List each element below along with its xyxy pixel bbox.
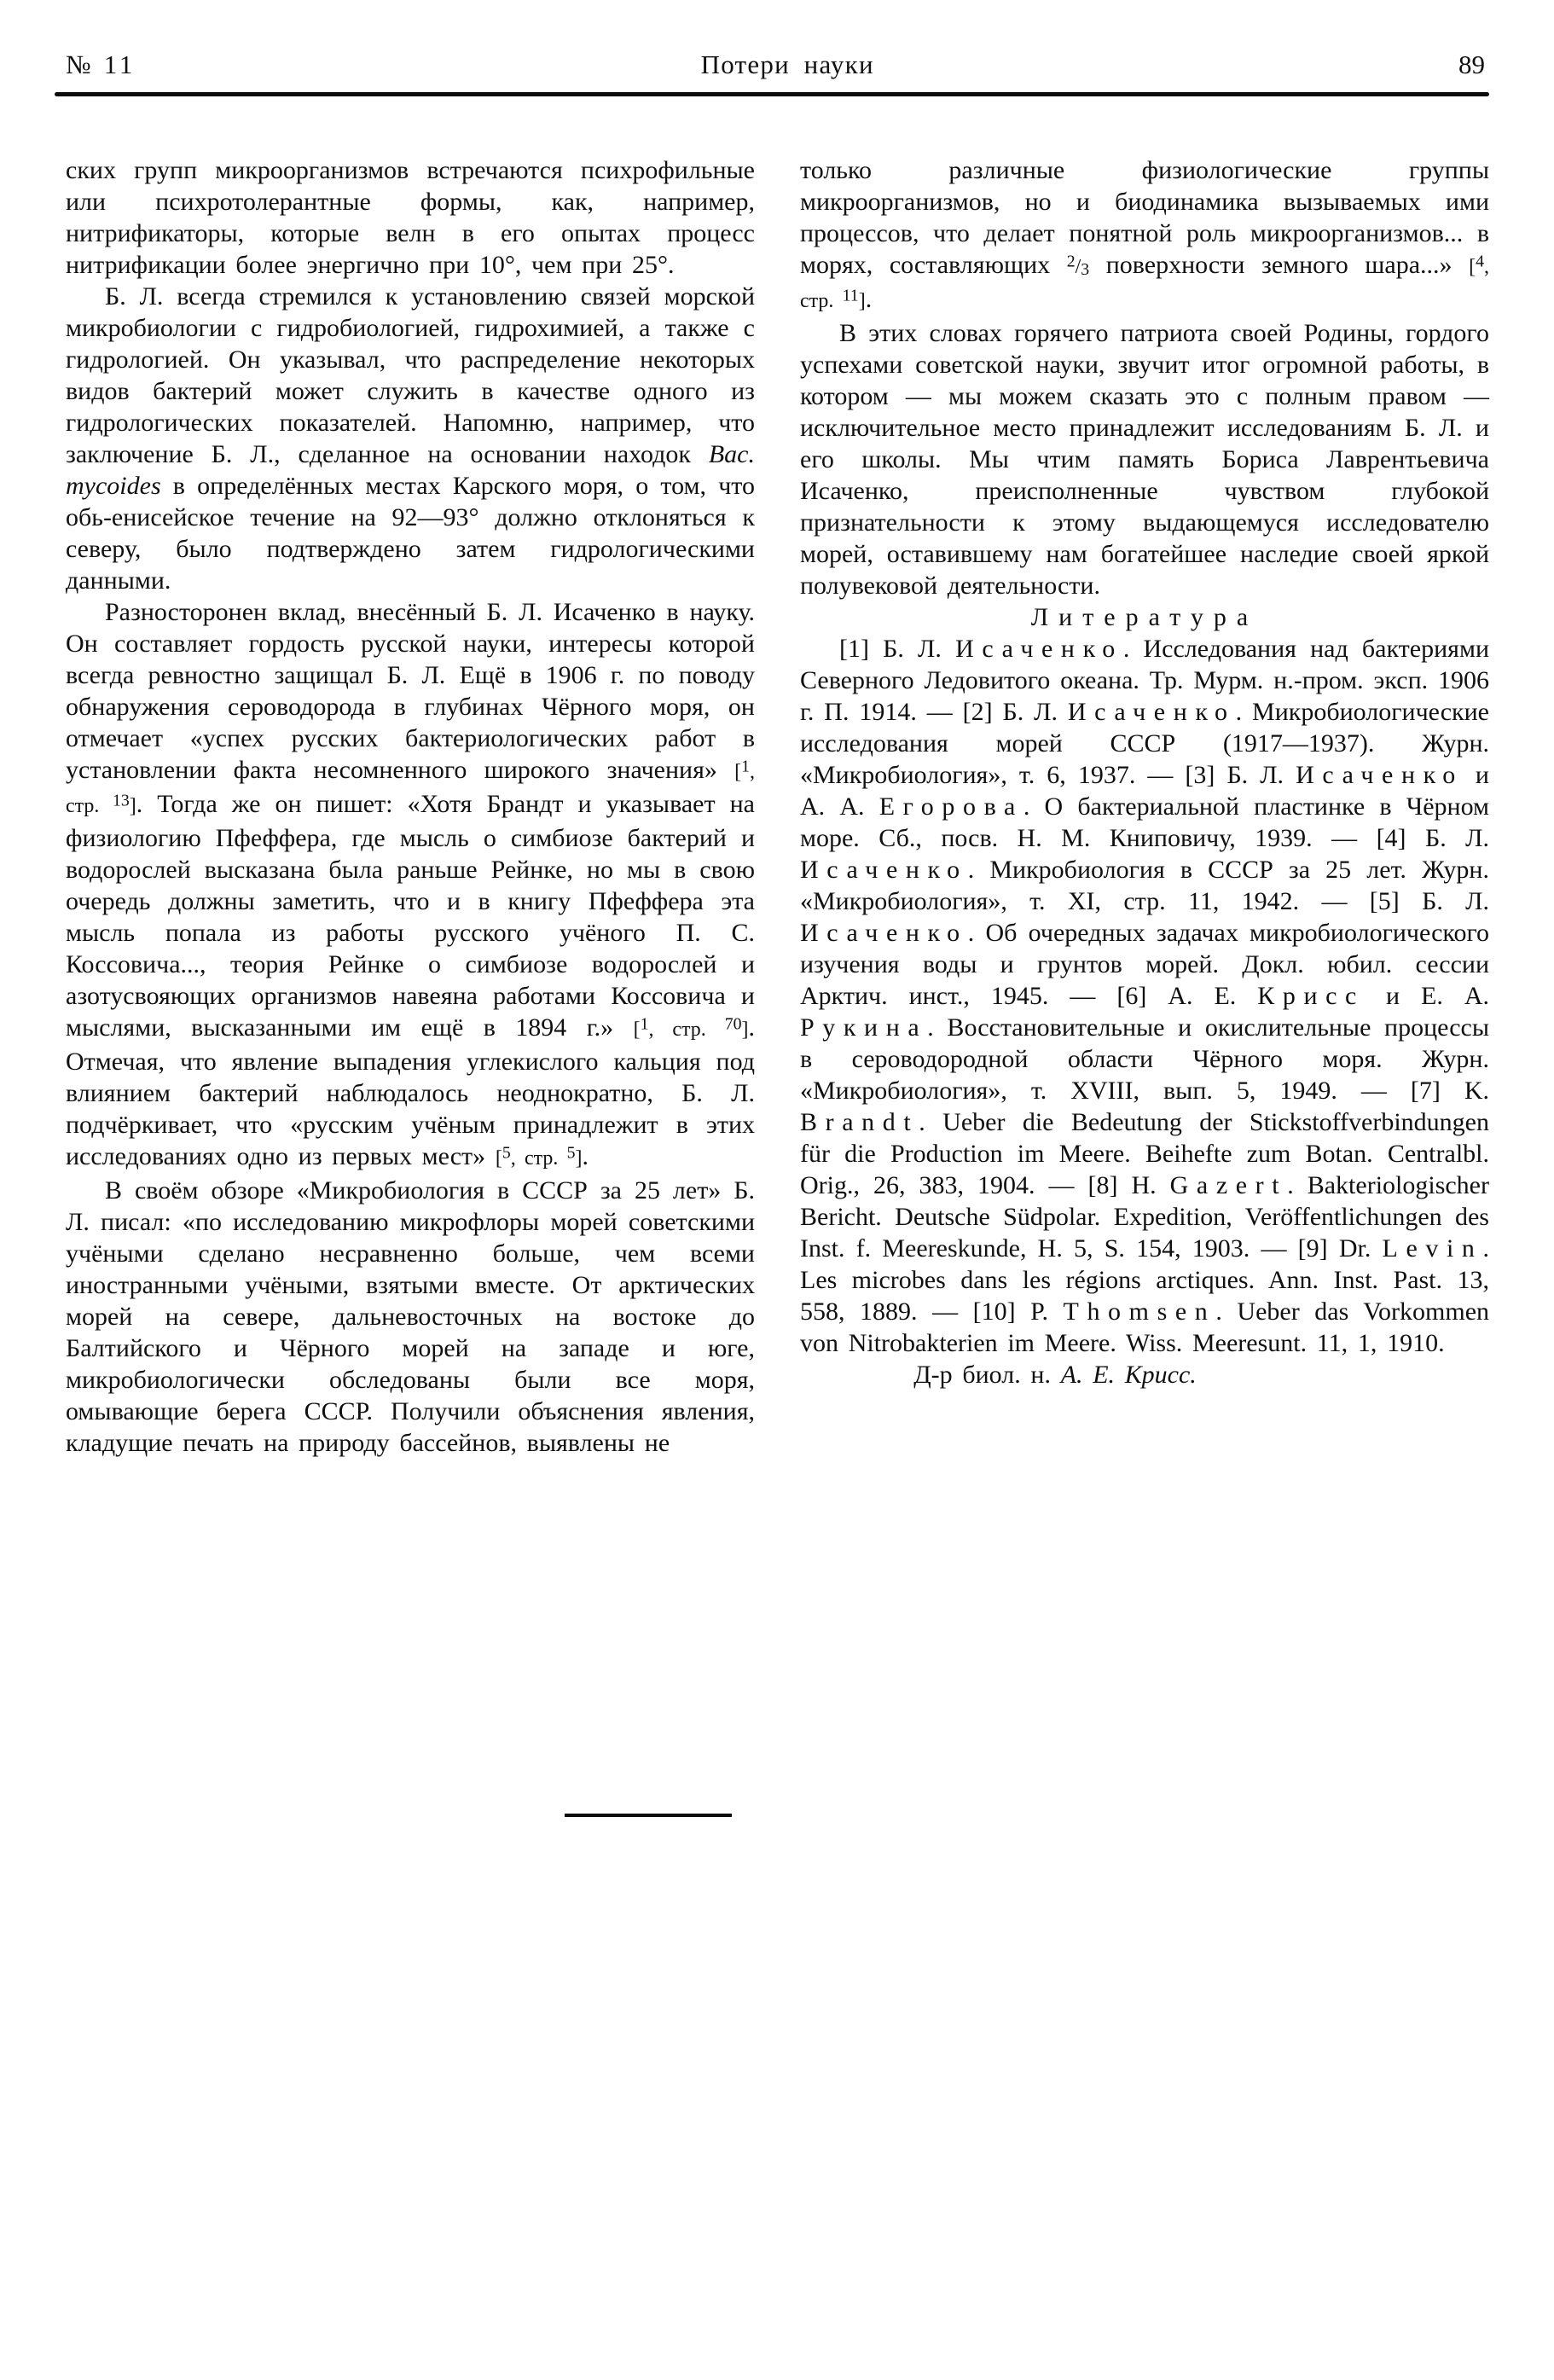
running-title: Потери науки: [700, 49, 874, 79]
header-rule: [55, 92, 1489, 96]
left-column: [66, 154, 755, 1459]
left-column-paragraphs: [66, 154, 755, 1459]
paragraph: Разносторонен вклад, внесённый Б. Л. Исаченко в науку. Он составляет гордость русской науки, интересы которой всегда ревностно защищал Б. Л. Ещё в 1906 г. по поводу обнаружения сероводорода в глубинах Чёрного моря, он отмечает «успех русских бактериологических работ в установлении факта несомненного широкого значения» [$^1$, стр. $^{13}$]. Тогда же он пишет: «Хотя Брандт и указывает на физиологию Пфеффера, где мысль о симбиозе бактерий и водорослей высказана была раньше Рейнке, но мы в свою очередь должны заметить, что и в книгу Пфеффера эта мысль попала из работы русского учёного П. С. Коссовича..., теория Рейнке о симбиозе водорослей и азотусвояющих организмов навеяна работами Коссовича и мыслями, высказанными им ещё в 1894 г.» [$^1$, стр. $^{70}$]. Отмечая, что явление выпадения углекислого кальция под влиянием бактерий наблюдалось неоднократно, Б. Л. подчёркивает, что «русским учёным принадлежит в этих исследованиях одно из первых мест» [$^5$, стр. $^5$].: [66, 598, 755, 1170]
page-header: [66, 48, 1488, 84]
author-signature: Д-р биол. н. А. Е. Крисс.: [913, 1361, 1197, 1389]
paragraph: В своём обзоре «Микробиология в СССР за 25 лет» Б. Л. писал: «по исследованию микрофлоры морей советскими учёными сделано несравненно больше, чем всеми иностранными учёными, взятыми вместе. От арктических морей на севере, дальневосточных на востоке до Балтийского и Чёрного морей на западе и юге, микробиологически обследованы были все моря, омывающие берега СССР. Получили объяснения явления, кладущие печать на природу бассейнов, выявлены не: [66, 1176, 755, 1457]
literature-heading: Литература: [1030, 603, 1259, 631]
right-column-paragraphs: [800, 154, 1489, 601]
references-paragraph: [1] Б. Л. Исаченко. Исследования над бактериями Северного Ледовитого океана. Тр. Мурм. н.-пром. эксп. 1906 г. П. 1914. — [2] Б. Л. Исаченко. Микробиологические исследования морей СССР (1917—1937). Журн. «Микробиология», т. 6, 1937. — [3] Б. Л. Исаченко и А. А. Егорова. О бактериальной пластинке в Чёрном море. Сб., посв. Н. М. Книповичу, 1939. — [4] Б. Л. Исаченко. Микробиология в СССР за 25 лет. Журн. «Микробиология», т. XI, стр. 11, 1942. — [5] Б. Л. Исаченко. Об очередных задачах микробиологического изучения воды и грунтов морей. Докл. юбил. сессии Арктич. инст., 1945. — [6] А. Е. Крисс и Е. А. Рукина. Восстановительные и окислительные процессы в сероводородной области Чёрного моря. Журн. «Микробиология», т. XVIII, вып. 5, 1949. — [7] K. Brandt. Ueber die Bedeutung der Stickstoffverbindungen für die Production im Meere. Beihefte zum Botan. Centralbl. Orig., 26, 383, 1904. — [8] H. Gazert. Bakteriologischer Bericht. Deutsche Südpolar. Expedition, Veröffentlichungen des Inst. f. Meereskunde, H. 5, S. 154, 1903. — [9] Dr. Levin. Les microbes dans les régions arctiques. Ann. Inst. Past. 13, 558, 1889. — [10] P. Thomsen. Ueber das Vorkommen von Nitrobakterien im Meere. Wiss. Meeresunt. 11, 1, 1910.: [800, 635, 1490, 1357]
issue-number: № 11: [66, 49, 136, 79]
paragraph: Б. Л. всегда стремился к установлению связей морской микробиологии с гидробиологией, гидрохимией, а также с гидрологией. Он указывал, что распределение некоторых видов бактерий может служить в качестве одного из гидрологических показателей. Напомню, например, что заключение Б. Л., сделанное на основании находок Bac. mycoides в определённых местах Карского моря, о том, что обь-енисейское течение на 92—93° должно отклоняться к северу, было подтверждено затем гидрологическими данными.: [66, 282, 755, 595]
paragraph: только различные физиологические группы микроорганизмов, но и биодинамика вызываемых ими процессов, что делает понятной роль микроорганизмов... в морях, составляющих $^2$/3 поверхности земного шара...» [$^4$, стр. $^{11}$].: [800, 156, 1489, 313]
paragraph: В этих словах горячего патриота своей Родины, гордого успехами советской науки, звучит итог огромной работы, в котором — мы можем сказать это с полным правом — исключительное место принадлежит исследованиям Б. Л. и его школы. Мы чтим память Бориса Лаврентьевича Исаченко, преисполненные чувством глубокой признательности к этому выдающемуся исследователю морей, оставившему нам богатейшее наследие своей яркой полувековой деятельности.: [800, 319, 1489, 600]
right-column: [800, 154, 1489, 1459]
paragraph: ских групп микроорганизмов встречаются психрофильные или психротолерантные формы, как, например, нитрификаторы, которые велн в его опытах процесс нитрификации более энергично при 10°, чем при 25°.: [66, 156, 755, 279]
article-end-rule: [565, 1814, 732, 1817]
page-number: 89: [1458, 49, 1485, 79]
article-body: [66, 154, 1490, 1459]
